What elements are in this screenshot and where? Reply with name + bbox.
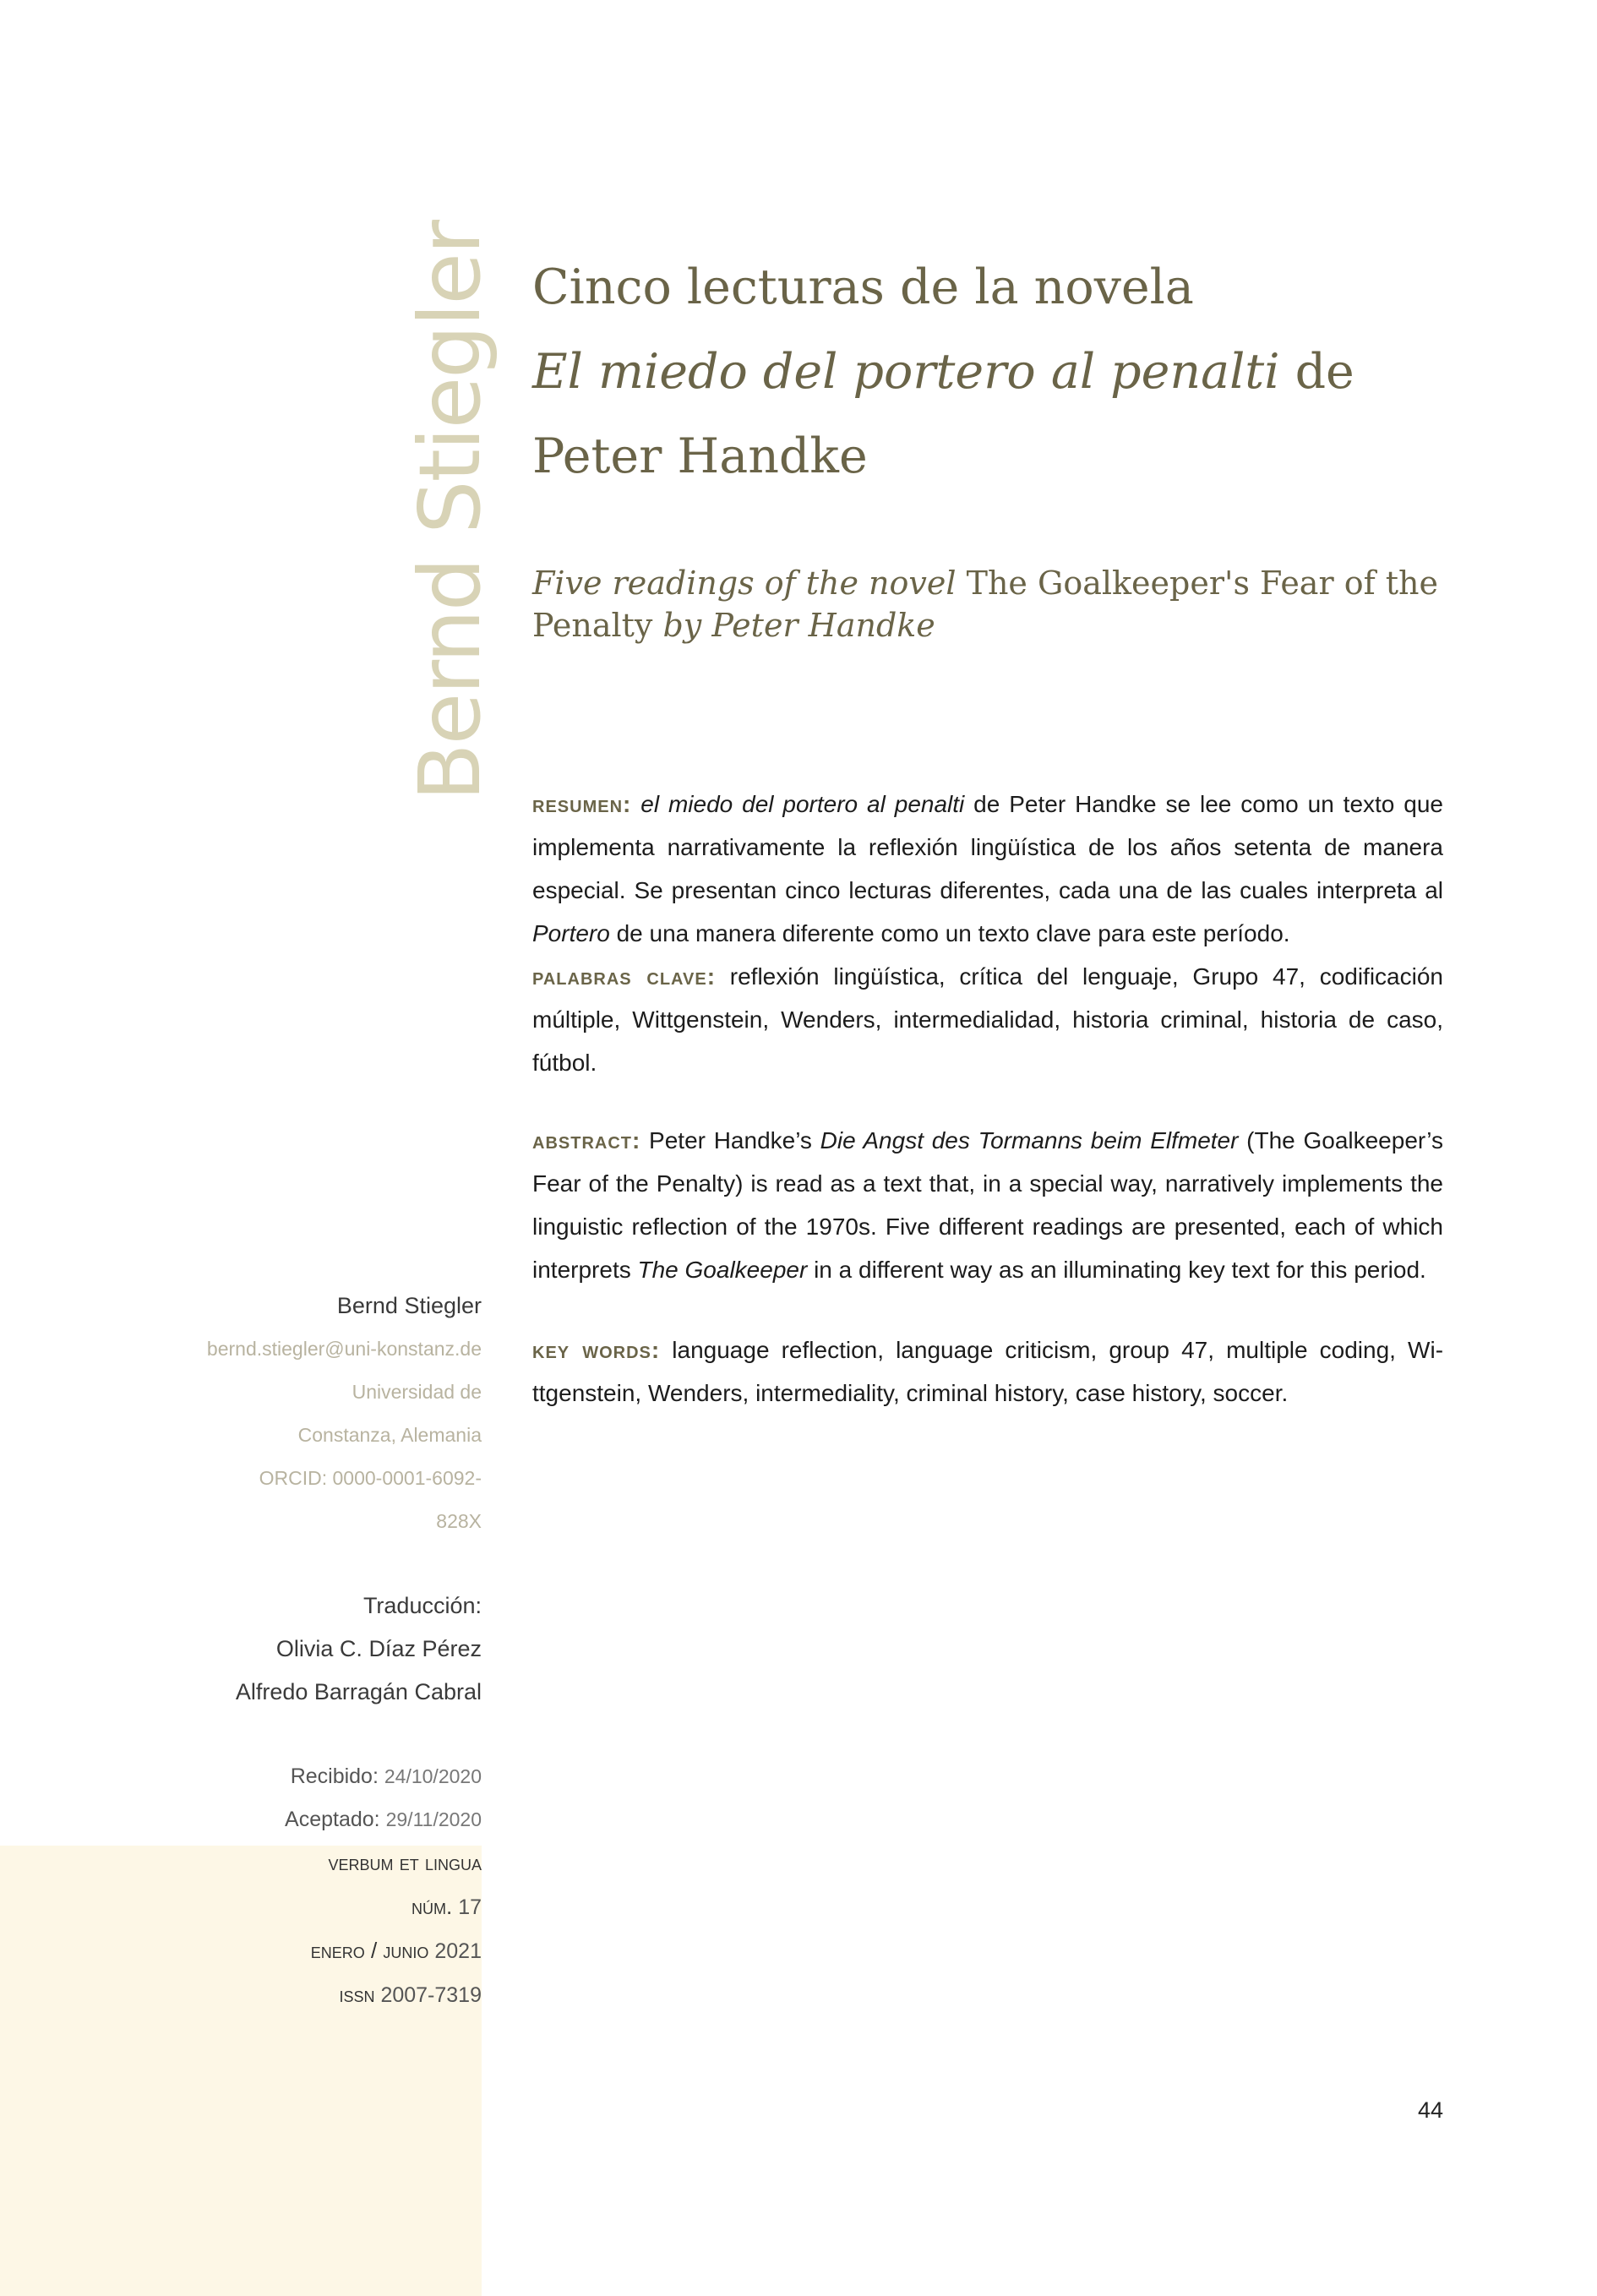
- period-label: enero / junio: [310, 1938, 429, 1963]
- key-words-paragraph: [532, 1328, 1443, 1415]
- issn-number: 2007-7319: [380, 1983, 482, 2007]
- orcid-line-1: ORCID: 0000-0001-6092-: [259, 1467, 482, 1489]
- subtitle-regular: The Goalkeeper's Fear of the Penalty: [532, 564, 1438, 644]
- abstract-text-1: Peter Handke’s: [640, 1127, 820, 1153]
- author-email-link[interactable]: bernd.stiegler@uni-konstanz.de: [206, 1338, 482, 1360]
- title-italic-part: El miedo del portero al penalti: [532, 344, 1280, 400]
- accepted-row: [152, 1798, 482, 1841]
- vertical-author-name: Bernd Stiegler: [401, 221, 499, 801]
- translation-info: [152, 1584, 482, 1714]
- resumen-italic-2: Portero: [532, 920, 610, 946]
- resumen-text-2: de una manera diferente como un texto clave para este período.: [609, 920, 1290, 946]
- author-info: [152, 1284, 482, 1543]
- orcid-line-2: 828X: [436, 1510, 482, 1532]
- title-line-2: [532, 330, 1462, 414]
- palabras-clave-paragraph: [532, 955, 1443, 1084]
- year: 2021: [434, 1939, 482, 1963]
- sidebar-author: Bernd Stiegler: [336, 1293, 482, 1318]
- resumen-label: resumen:: [532, 791, 632, 817]
- issue-label: núm.: [412, 1894, 453, 1919]
- received-label: Recibido:: [290, 1764, 379, 1788]
- resumen-text-1: de Peter Handke se lee como un texto que implementa narrativamente la reflexión lingüística de los años setenta de manera especial. Se presentan cinco lecturas diferentes, cada una de las cuales interpreta al: [532, 791, 1444, 903]
- title-line-1: Cinco lecturas de la novela: [532, 259, 1194, 315]
- key-words-text: language reflection, language criticism, group 47, multiple coding, Wittgenstein, Wenders, intermediality, criminal history, case history, soccer.: [532, 1337, 1444, 1406]
- abstract-italic-2: The Goalkeeper: [637, 1257, 808, 1283]
- abstract-text-2: (The Goalkeeper’s Fear of the Penalty) is read as a text that, in a special way, narratively implements the linguistic reflection of the 1970s. Five different readings are presented, each of which interprets: [532, 1127, 1443, 1283]
- subtitle-italic-1: Five readings of the novel: [532, 564, 957, 602]
- title-line-2-rest: de: [1279, 344, 1354, 400]
- resumen-italic-1: el miedo del portero al penalti: [640, 791, 965, 817]
- translator-1: Olivia C. Díaz Pérez: [275, 1636, 482, 1661]
- translation-label: Traducción:: [362, 1593, 482, 1618]
- issue-row: [152, 1885, 482, 1929]
- issn-label: issn: [339, 1982, 375, 2007]
- translator-2: Alfredo Barragán Cabral: [235, 1679, 482, 1704]
- page-number: 44: [1417, 2097, 1443, 2123]
- abstract-text-3: in a different way as an illuminating key text for this period.: [807, 1257, 1426, 1283]
- abstract-label: abstract:: [532, 1127, 641, 1153]
- resumen-paragraph: [532, 783, 1443, 955]
- abstract-italic-1: Die Angst des Tormanns beim Elfmeter: [820, 1127, 1239, 1153]
- period-row: [152, 1929, 482, 1973]
- accepted-label: Aceptado:: [285, 1808, 380, 1831]
- issue-number: 17: [458, 1895, 482, 1919]
- publication-meta: [152, 1755, 482, 2017]
- palabras-clave-label: palabras clave:: [532, 963, 717, 990]
- title-line-3: Peter Handke: [532, 428, 868, 484]
- journal-name: verbum et lingua: [328, 1850, 482, 1875]
- issn-row: [152, 1973, 482, 2017]
- key-words-label: key words:: [532, 1337, 661, 1363]
- abstract-paragraph: [532, 1119, 1443, 1291]
- accepted-date: 29/11/2020: [385, 1808, 482, 1830]
- affiliation-line-2: Constanza, Alemania: [297, 1424, 482, 1446]
- palabras-clave-text: reflexión lingüística, crítica del lenguaje, Grupo 47, codificación múltiple, Wittgenstein, Wenders, intermedialidad, historia criminal, historia de caso, fútbol.: [532, 963, 1443, 1076]
- affiliation-line-1: Universidad de: [352, 1381, 482, 1403]
- received-row: [152, 1755, 482, 1798]
- article-title: [532, 245, 1462, 499]
- received-date: 24/10/2020: [384, 1765, 482, 1787]
- subtitle-italic-2: by Peter Handke: [662, 607, 935, 644]
- english-subtitle: [532, 562, 1445, 646]
- journal-row: [152, 1841, 482, 1885]
